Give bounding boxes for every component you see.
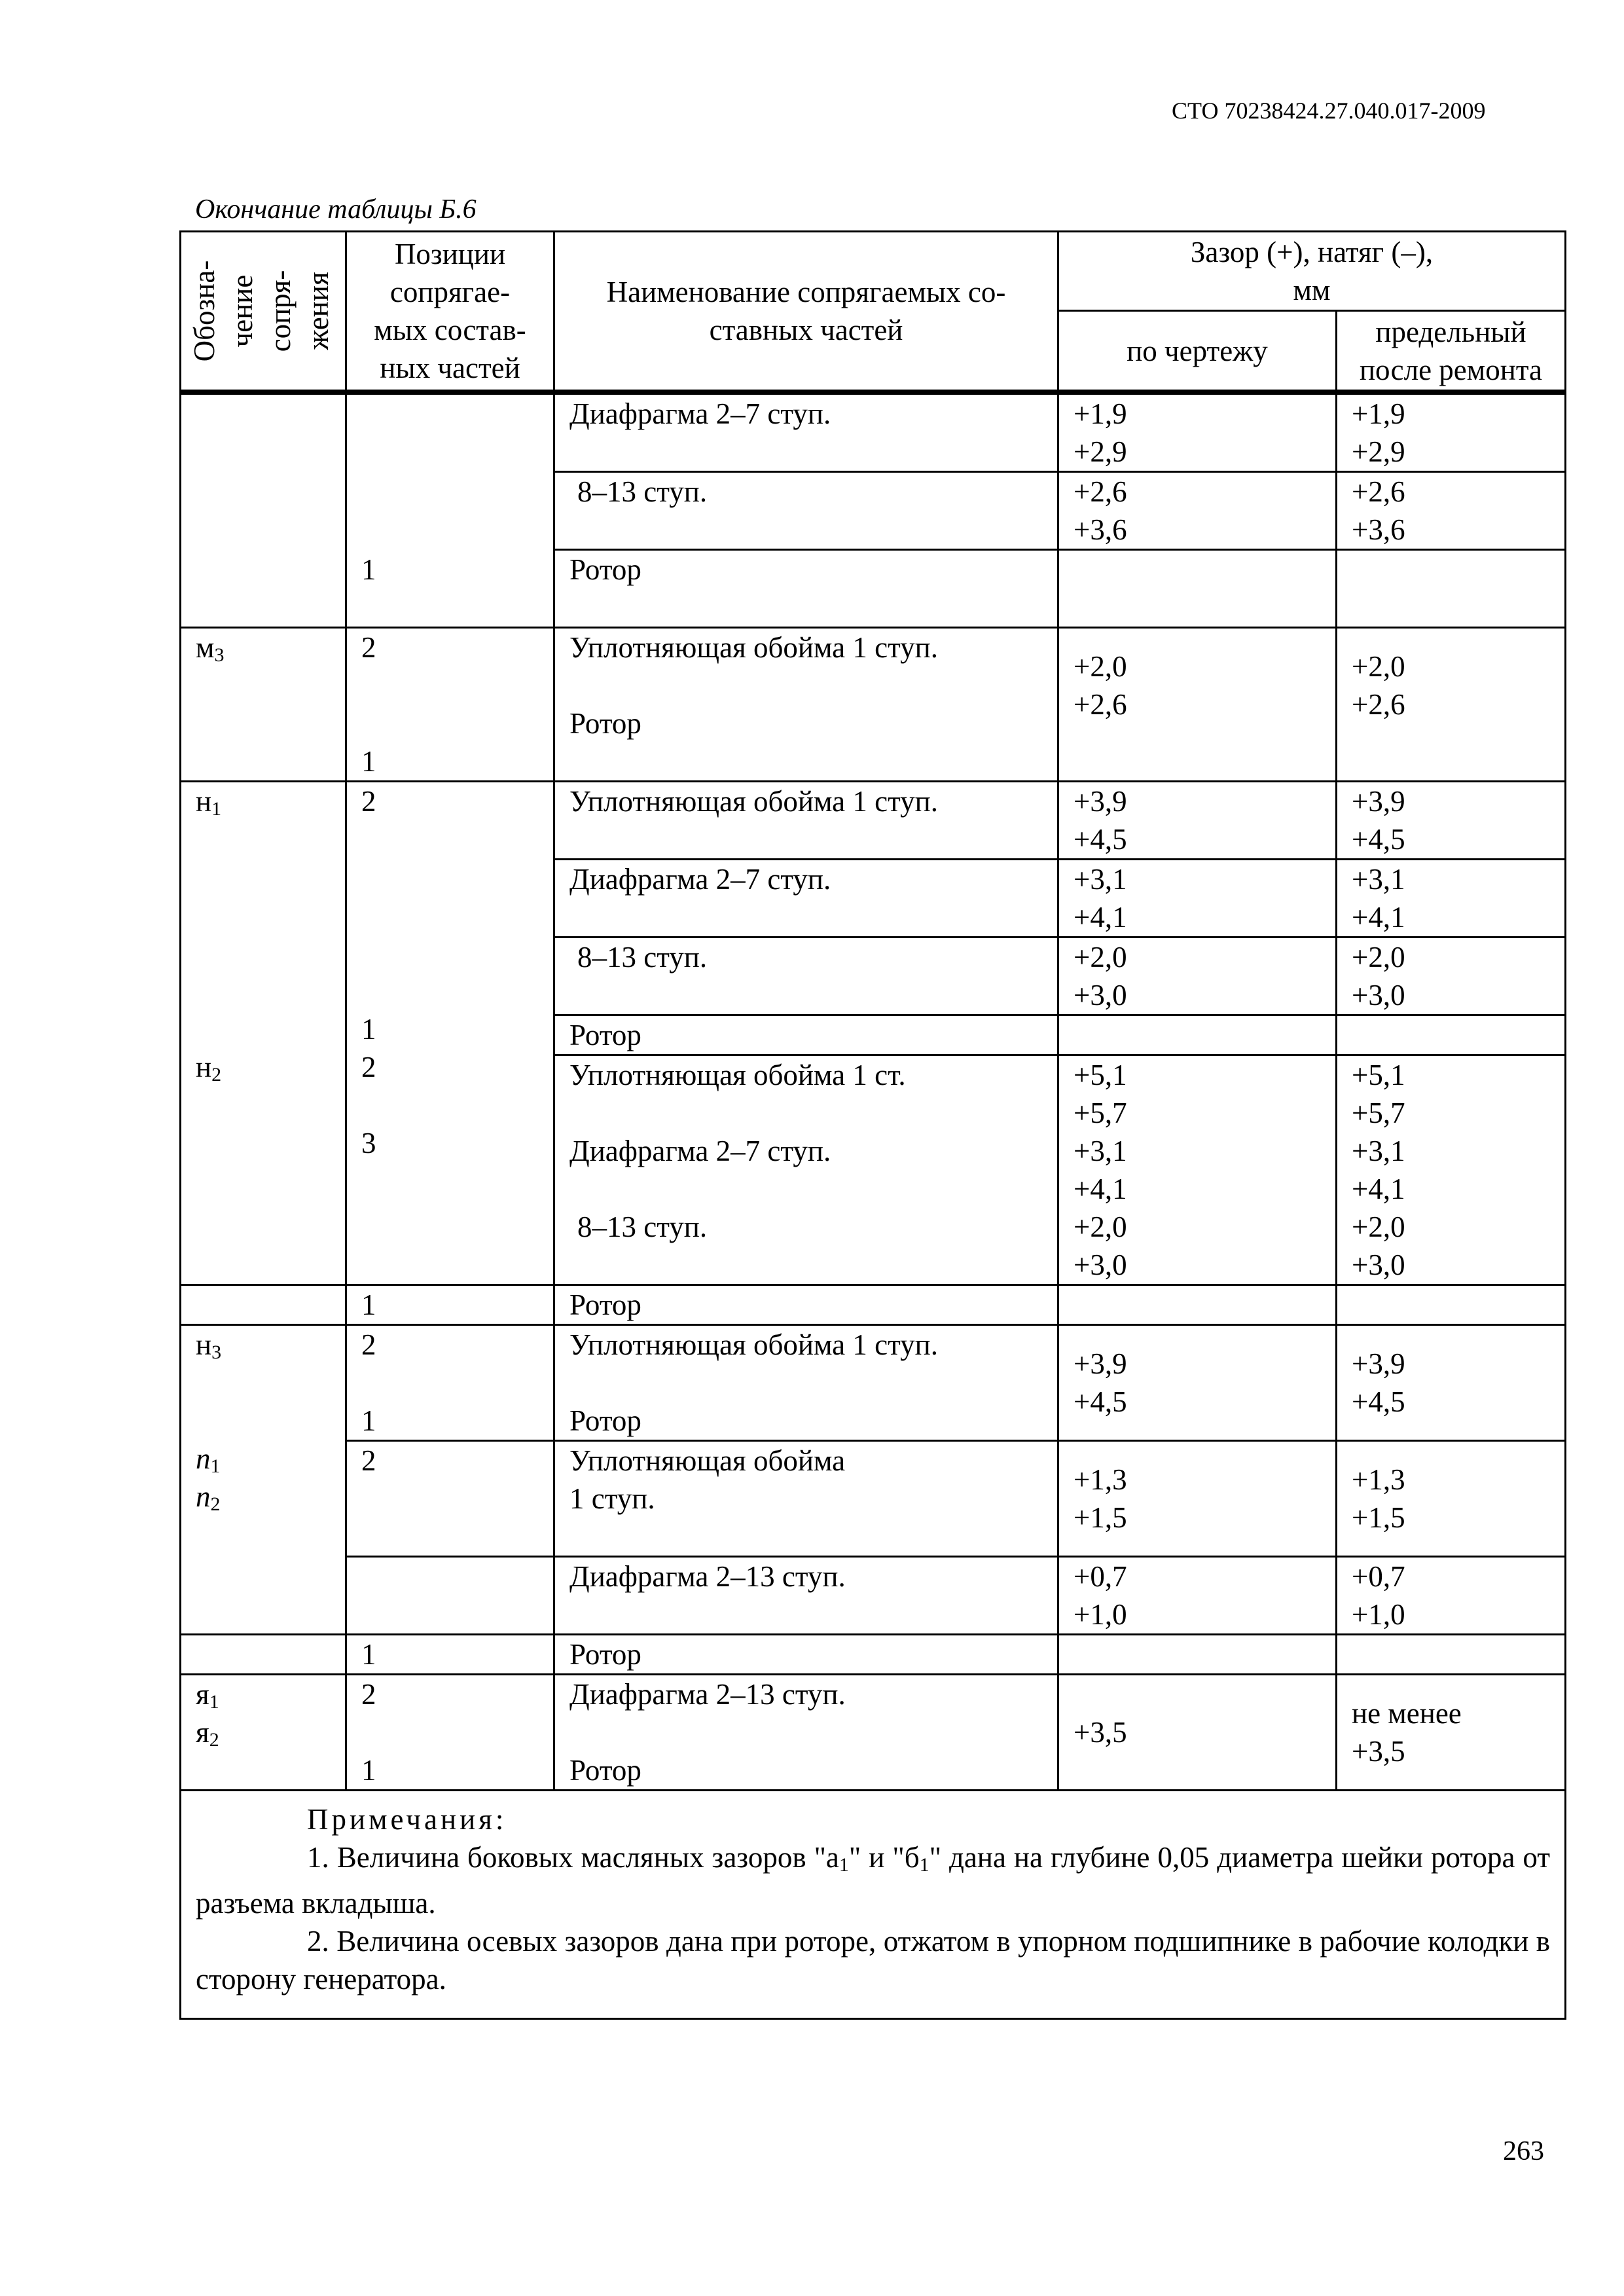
notes bbox=[181, 1791, 1566, 2019]
clearances-table bbox=[179, 230, 1566, 2020]
header-limit-after-repair: предельный после ремонта bbox=[1337, 311, 1566, 392]
note-2: 2. Величина осевых зазоров дана при роторе, отжатом в упорном подшипнике в рабочие колодки в сторону генератора. bbox=[196, 1925, 1550, 1995]
header-by-drawing: по чертежу bbox=[1058, 311, 1337, 392]
table-row: Ротор bbox=[181, 1015, 1566, 1055]
table-row: 2 Уплотняющая обойма 1 ступ. +1,3 +1,5 +1,3 +1,5 bbox=[181, 1441, 1566, 1557]
table-row: Ротор bbox=[181, 550, 1566, 628]
header-gap-tightness: Зазор (+), натяг (–), мм bbox=[1058, 232, 1566, 311]
header-designation: Обозна- чение сопря- жения bbox=[181, 232, 346, 393]
header-part-names: Наименование сопрягаемых со- ставных частей bbox=[554, 232, 1058, 393]
table-row: $м_3$ 2 1 Уплотняющая обойма 1 ступ. Ротор +2,0 +2,6 +2,0 +2,6 bbox=[181, 628, 1566, 782]
table-row: Уплотняющая обойма 1 ст. Диафрагма 2–7 ступ. 8–13 ступ. +5,1 +5,7 +3,1 +4,1 +2,0 +3,0 +5,1 +5,7 +3,1 +4,1 +2,0 +3,0 bbox=[181, 1055, 1566, 1285]
note-1: 1. Величина боковых масляных зазоров "$а_1$" и "$б_1$" дана на глубине 0,05 диаметра шейки ротора от разъема вкладыша. bbox=[196, 1841, 1551, 1920]
notes-title: Примечания: bbox=[307, 1803, 507, 1836]
table-row: Диафрагма 2–13 ступ. +0,7 +1,0 +0,7 +1,0 bbox=[181, 1557, 1566, 1635]
table-row: 1 Ротор bbox=[181, 1285, 1566, 1325]
table-row: $н_1$ $н_2$ 2 1 2 3 Уплотняющая обойма 1 ступ. +3,9 +4,5 +3,9 +4,5 bbox=[181, 782, 1566, 860]
table-caption: Окончание таблицы Б.6 bbox=[195, 194, 477, 225]
header-positions: Позиции сопрягае- мых состав- ных частей bbox=[346, 232, 554, 393]
table-row: Диафрагма 2–7 ступ. +3,1 +4,1 +3,1 +4,1 bbox=[181, 860, 1566, 938]
document-code: СТО 70238424.27.040.017-2009 bbox=[1172, 98, 1486, 124]
table-row: 1 Ротор bbox=[181, 1635, 1566, 1675]
table-row: $я_1$ $я_2$ 2 1 Диафрагма 2–13 ступ. Ротор +3,5 не менее +3,5 bbox=[181, 1675, 1566, 1791]
table-row: 1 Диафрагма 2–7 ступ. +1,9 +2,9 +1,9 +2,9 bbox=[181, 392, 1566, 472]
page-number: 263 bbox=[1503, 2136, 1544, 2166]
table-row: 8–13 ступ. +2,0 +3,0 +2,0 +3,0 bbox=[181, 938, 1566, 1015]
table-row: $н_3$ n1 n2 2 1 Уплотняющая обойма 1 ступ. Ротор +3,9 +4,5 +3,9 +4,5 bbox=[181, 1325, 1566, 1441]
notes-row bbox=[181, 1791, 1566, 2019]
table-row: 8–13 ступ. +2,6 +3,6 +2,6 +3,6 bbox=[181, 472, 1566, 550]
